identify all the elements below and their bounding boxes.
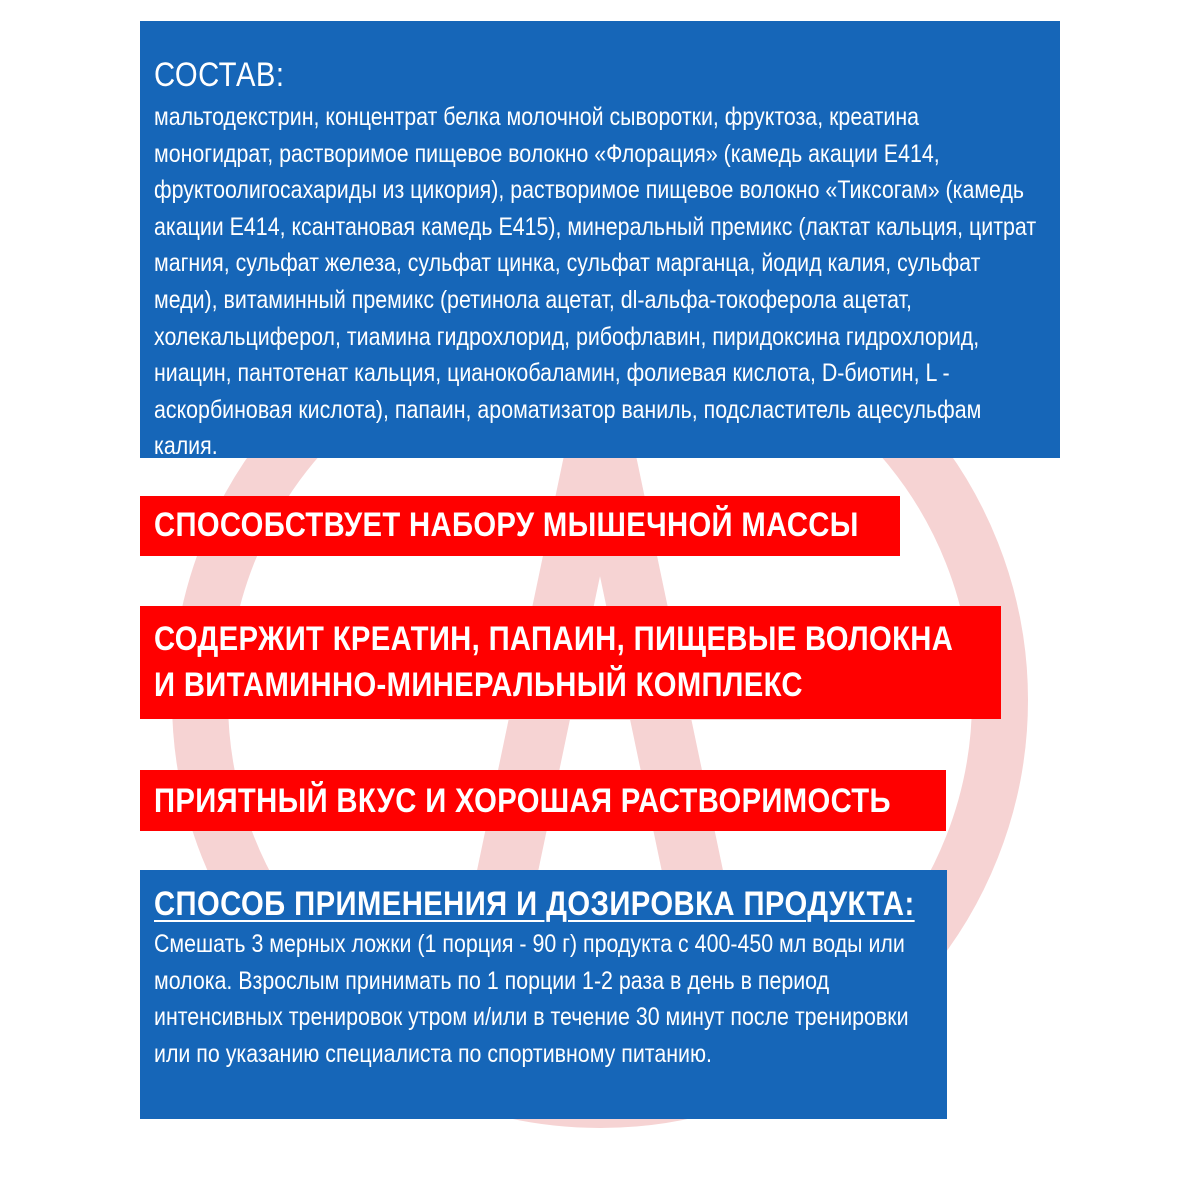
usage-title: СПОСОБ ПРИМЕНЕНИЯ И ДОЗИРОВКА ПРОДУКТА: [154,885,915,923]
composition-title: СОСТАВ: [154,56,285,94]
composition-text: мальтодекстрин, концентрат белка молочной сыворотки, фруктоза, креатина моногидрат, растворимое пищевое волокно «Флорация» (камедь акации Е414, фруктоолигосахариды из цикория), растворимое пищевое волокно «Тиксогам» (камедь акации Е414, ксантановая камедь Е415), минеральный премикс (лактат кальция, цитрат магния, сульфат железа, сульфат цинка, сульфат марганца, йодид калия, сульфат меди), витаминный премикс (ретинола ацетат, dl-альфа-токоферола ацетат, холекальциферол, тиамина гидрохлорид, рибофлавин, пиридоксина гидрохлорид, ниацин, пантотенат кальция, цианокобаламин, фолиевая кислота, D-биотин, L - аскорбиновая кислота), папаин, ароматизатор ваниль, подсластитель ацесульфам калия. [154,103,1037,461]
claim-muscle-mass-text: СПОСОБСТВУЕТ НАБОРУ МЫШЕЧНОЙ МАССЫ [154,506,859,544]
claim-ingredients-line-2: И ВИТАМИННО-МИНЕРАЛЬНЫЙ КОМПЛЕКС [154,666,803,704]
claim-ingredients-line-1: СОДЕРЖИТ КРЕАТИН, ПАПАИН, ПИЩЕВЫЕ ВОЛОКНА [154,620,954,658]
composition-panel [140,21,1060,461]
claim-taste-text: ПРИЯТНЫЙ ВКУС И ХОРОШАЯ РАСТВОРИМОСТЬ [154,782,891,820]
usage-panel [140,870,947,1119]
claim-taste-banner [140,770,946,831]
usage-text: Смешать 3 мерных ложки (1 порция - 90 г) продукта с 400-450 мл воды или молока. Взрослым принимать по 1 порции 1-2 раза в день в период интенсивных тренировок утром и/или в течение 30 минут после тренировки или по указанию специалиста по спортивному питанию. [154,930,909,1068]
claim-ingredients-banner [140,606,1001,719]
claim-muscle-mass-banner [140,496,900,556]
